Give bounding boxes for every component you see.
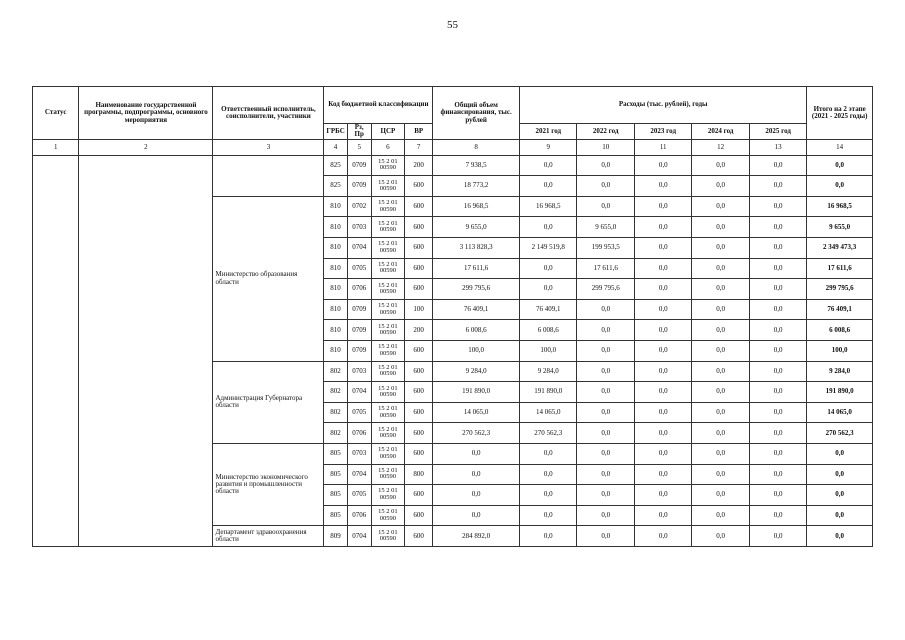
y2024-cell: 0,0 bbox=[692, 258, 749, 279]
volume-cell: 14 065,0 bbox=[433, 402, 520, 423]
volume-cell: 0,0 bbox=[433, 444, 520, 465]
y2024-cell: 0,0 bbox=[692, 423, 749, 444]
y2025-cell: 0,0 bbox=[749, 382, 806, 403]
vr-cell: 600 bbox=[405, 258, 433, 279]
csr-cell: 15 2 01 00590 bbox=[371, 217, 404, 238]
rzpr-cell: 0704 bbox=[347, 382, 371, 403]
y2025-cell: 0,0 bbox=[749, 361, 806, 382]
y2024-cell: 0,0 bbox=[692, 485, 749, 506]
column-number: 8 bbox=[433, 139, 520, 155]
total-cell: 0,0 bbox=[807, 176, 873, 197]
column-number: 6 bbox=[371, 139, 404, 155]
volume-cell: 191 890,0 bbox=[433, 382, 520, 403]
executor-cell: Администрация Губернатора области bbox=[213, 361, 324, 443]
y2024-cell: 0,0 bbox=[692, 155, 749, 176]
vr-cell: 600 bbox=[405, 402, 433, 423]
column-number: 2 bbox=[79, 139, 213, 155]
rzpr-cell: 0706 bbox=[347, 423, 371, 444]
y2023-cell: 0,0 bbox=[634, 526, 691, 547]
vr-cell: 600 bbox=[405, 341, 433, 362]
volume-cell: 270 562,3 bbox=[433, 423, 520, 444]
csr-cell: 15 2 01 00590 bbox=[371, 526, 404, 547]
y2023-cell: 0,0 bbox=[634, 402, 691, 423]
y2023-cell: 0,0 bbox=[634, 505, 691, 526]
y2023-cell: 0,0 bbox=[634, 444, 691, 465]
volume-cell: 0,0 bbox=[433, 505, 520, 526]
rzpr-cell: 0709 bbox=[347, 176, 371, 197]
header-csr: ЦСР bbox=[371, 124, 404, 140]
y2025-cell: 0,0 bbox=[749, 155, 806, 176]
rzpr-cell: 0703 bbox=[347, 217, 371, 238]
page-number: 55 bbox=[447, 19, 458, 31]
y2021-cell: 270 562,3 bbox=[520, 423, 577, 444]
volume-cell: 3 113 828,3 bbox=[433, 238, 520, 259]
y2025-cell: 0,0 bbox=[749, 258, 806, 279]
y2023-cell: 0,0 bbox=[634, 423, 691, 444]
rzpr-cell: 0703 bbox=[347, 361, 371, 382]
rzpr-cell: 0702 bbox=[347, 196, 371, 217]
grbs-cell: 810 bbox=[324, 341, 347, 362]
y2025-cell: 0,0 bbox=[749, 444, 806, 465]
column-number: 5 bbox=[347, 139, 371, 155]
grbs-cell: 810 bbox=[324, 299, 347, 320]
header-2025: 2025 год bbox=[749, 124, 806, 140]
total-cell: 0,0 bbox=[807, 526, 873, 547]
rzpr-cell: 0706 bbox=[347, 505, 371, 526]
y2021-cell: 0,0 bbox=[520, 505, 577, 526]
csr-cell: 15 2 01 00590 bbox=[371, 320, 404, 341]
column-number: 9 bbox=[520, 139, 577, 155]
rzpr-cell: 0709 bbox=[347, 155, 371, 176]
csr-cell: 15 2 01 00590 bbox=[371, 155, 404, 176]
executor-cell: Департамент здравоохранения области bbox=[213, 526, 324, 547]
vr-cell: 600 bbox=[405, 505, 433, 526]
y2025-cell: 0,0 bbox=[749, 196, 806, 217]
y2021-cell: 14 065,0 bbox=[520, 402, 577, 423]
csr-cell: 15 2 01 00590 bbox=[371, 444, 404, 465]
column-number: 11 bbox=[634, 139, 691, 155]
y2025-cell: 0,0 bbox=[749, 464, 806, 485]
volume-cell: 9 655,0 bbox=[433, 217, 520, 238]
y2025-cell: 0,0 bbox=[749, 217, 806, 238]
csr-cell: 15 2 01 00590 bbox=[371, 279, 404, 300]
executor-cell: Министерство экономического развития и промышленности области bbox=[213, 444, 324, 526]
vr-cell: 600 bbox=[405, 444, 433, 465]
total-cell: 0,0 bbox=[807, 464, 873, 485]
csr-cell: 15 2 01 00590 bbox=[371, 176, 404, 197]
y2023-cell: 0,0 bbox=[634, 361, 691, 382]
rzpr-cell: 0705 bbox=[347, 402, 371, 423]
header-vr: ВР bbox=[405, 124, 433, 140]
y2025-cell: 0,0 bbox=[749, 279, 806, 300]
csr-cell: 15 2 01 00590 bbox=[371, 238, 404, 259]
volume-cell: 284 892,0 bbox=[433, 526, 520, 547]
header-executor: Ответственный исполнитель, соисполнители, участники bbox=[213, 87, 324, 140]
grbs-cell: 805 bbox=[324, 444, 347, 465]
grbs-cell: 802 bbox=[324, 382, 347, 403]
y2023-cell: 0,0 bbox=[634, 464, 691, 485]
grbs-cell: 810 bbox=[324, 217, 347, 238]
column-number: 13 bbox=[749, 139, 806, 155]
y2022-cell: 0,0 bbox=[577, 361, 634, 382]
volume-cell: 7 938,5 bbox=[433, 155, 520, 176]
y2021-cell: 0,0 bbox=[520, 176, 577, 197]
y2022-cell: 17 611,6 bbox=[577, 258, 634, 279]
y2021-cell: 0,0 bbox=[520, 526, 577, 547]
y2024-cell: 0,0 bbox=[692, 341, 749, 362]
header-grbs: ГРБС bbox=[324, 124, 347, 140]
y2022-cell: 0,0 bbox=[577, 341, 634, 362]
grbs-cell: 825 bbox=[324, 176, 347, 197]
header-2023: 2023 год bbox=[634, 124, 691, 140]
column-number: 14 bbox=[807, 139, 873, 155]
y2021-cell: 0,0 bbox=[520, 217, 577, 238]
vr-cell: 600 bbox=[405, 361, 433, 382]
y2025-cell: 0,0 bbox=[749, 402, 806, 423]
grbs-cell: 810 bbox=[324, 258, 347, 279]
rzpr-cell: 0709 bbox=[347, 320, 371, 341]
grbs-cell: 802 bbox=[324, 361, 347, 382]
y2025-cell: 0,0 bbox=[749, 485, 806, 506]
csr-cell: 15 2 01 00590 bbox=[371, 423, 404, 444]
y2023-cell: 0,0 bbox=[634, 341, 691, 362]
y2022-cell: 0,0 bbox=[577, 155, 634, 176]
y2021-cell: 0,0 bbox=[520, 444, 577, 465]
y2025-cell: 0,0 bbox=[749, 299, 806, 320]
y2021-cell: 191 890,0 bbox=[520, 382, 577, 403]
y2021-cell: 100,0 bbox=[520, 341, 577, 362]
csr-cell: 15 2 01 00590 bbox=[371, 258, 404, 279]
y2024-cell: 0,0 bbox=[692, 196, 749, 217]
grbs-cell: 810 bbox=[324, 279, 347, 300]
y2024-cell: 0,0 bbox=[692, 444, 749, 465]
rzpr-cell: 0704 bbox=[347, 238, 371, 259]
y2021-cell: 0,0 bbox=[520, 279, 577, 300]
header-status: Статус bbox=[33, 87, 79, 140]
y2025-cell: 0,0 bbox=[749, 176, 806, 197]
volume-cell: 76 409,1 bbox=[433, 299, 520, 320]
total-cell: 100,0 bbox=[807, 341, 873, 362]
y2021-cell: 76 409,1 bbox=[520, 299, 577, 320]
y2021-cell: 6 008,6 bbox=[520, 320, 577, 341]
y2024-cell: 0,0 bbox=[692, 361, 749, 382]
column-number: 12 bbox=[692, 139, 749, 155]
y2024-cell: 0,0 bbox=[692, 238, 749, 259]
y2024-cell: 0,0 bbox=[692, 217, 749, 238]
volume-cell: 9 284,0 bbox=[433, 361, 520, 382]
column-number: 7 bbox=[405, 139, 433, 155]
y2022-cell: 0,0 bbox=[577, 423, 634, 444]
total-cell: 0,0 bbox=[807, 485, 873, 506]
y2024-cell: 0,0 bbox=[692, 382, 749, 403]
y2023-cell: 0,0 bbox=[634, 485, 691, 506]
grbs-cell: 802 bbox=[324, 423, 347, 444]
csr-cell: 15 2 01 00590 bbox=[371, 464, 404, 485]
vr-cell: 800 bbox=[405, 464, 433, 485]
y2025-cell: 0,0 bbox=[749, 526, 806, 547]
csr-cell: 15 2 01 00590 bbox=[371, 505, 404, 526]
name-cell bbox=[79, 155, 213, 546]
y2023-cell: 0,0 bbox=[634, 320, 691, 341]
y2024-cell: 0,0 bbox=[692, 299, 749, 320]
grbs-cell: 805 bbox=[324, 464, 347, 485]
vr-cell: 600 bbox=[405, 382, 433, 403]
y2022-cell: 299 795,6 bbox=[577, 279, 634, 300]
total-cell: 191 890,0 bbox=[807, 382, 873, 403]
volume-cell: 6 008,6 bbox=[433, 320, 520, 341]
csr-cell: 15 2 01 00590 bbox=[371, 196, 404, 217]
y2024-cell: 0,0 bbox=[692, 505, 749, 526]
csr-cell: 15 2 01 00590 bbox=[371, 299, 404, 320]
y2022-cell: 0,0 bbox=[577, 464, 634, 485]
y2022-cell: 0,0 bbox=[577, 176, 634, 197]
executor-cell: Министерство образования области bbox=[213, 196, 324, 361]
vr-cell: 600 bbox=[405, 485, 433, 506]
y2024-cell: 0,0 bbox=[692, 176, 749, 197]
csr-cell: 15 2 01 00590 bbox=[371, 382, 404, 403]
y2022-cell: 0,0 bbox=[577, 485, 634, 506]
y2021-cell: 0,0 bbox=[520, 485, 577, 506]
total-cell: 2 349 473,3 bbox=[807, 238, 873, 259]
csr-cell: 15 2 01 00590 bbox=[371, 485, 404, 506]
total-cell: 0,0 bbox=[807, 444, 873, 465]
header-budget-code: Код бюджетной классификации bbox=[324, 87, 433, 124]
total-cell: 0,0 bbox=[807, 505, 873, 526]
total-cell: 17 611,6 bbox=[807, 258, 873, 279]
header-rzpr: Рз, Пр bbox=[347, 124, 371, 140]
y2022-cell: 199 953,5 bbox=[577, 238, 634, 259]
y2024-cell: 0,0 bbox=[692, 320, 749, 341]
header-2022: 2022 год bbox=[577, 124, 634, 140]
vr-cell: 600 bbox=[405, 238, 433, 259]
y2022-cell: 0,0 bbox=[577, 444, 634, 465]
grbs-cell: 810 bbox=[324, 238, 347, 259]
rzpr-cell: 0704 bbox=[347, 526, 371, 547]
y2024-cell: 0,0 bbox=[692, 402, 749, 423]
total-cell: 6 008,6 bbox=[807, 320, 873, 341]
y2025-cell: 0,0 bbox=[749, 505, 806, 526]
total-cell: 299 795,6 bbox=[807, 279, 873, 300]
vr-cell: 600 bbox=[405, 196, 433, 217]
column-number: 10 bbox=[577, 139, 634, 155]
vr-cell: 100 bbox=[405, 299, 433, 320]
financing-table bbox=[32, 86, 873, 547]
y2021-cell: 0,0 bbox=[520, 155, 577, 176]
y2023-cell: 0,0 bbox=[634, 196, 691, 217]
volume-cell: 0,0 bbox=[433, 485, 520, 506]
grbs-cell: 809 bbox=[324, 526, 347, 547]
y2022-cell: 0,0 bbox=[577, 299, 634, 320]
status-cell bbox=[33, 155, 79, 546]
column-number: 4 bbox=[324, 139, 347, 155]
column-number: 3 bbox=[213, 139, 324, 155]
total-cell: 76 409,1 bbox=[807, 299, 873, 320]
y2022-cell: 9 655,0 bbox=[577, 217, 634, 238]
executor-cell bbox=[213, 155, 324, 196]
rzpr-cell: 0705 bbox=[347, 258, 371, 279]
total-cell: 0,0 bbox=[807, 155, 873, 176]
volume-cell: 16 968,5 bbox=[433, 196, 520, 217]
y2024-cell: 0,0 bbox=[692, 526, 749, 547]
y2024-cell: 0,0 bbox=[692, 464, 749, 485]
vr-cell: 600 bbox=[405, 279, 433, 300]
total-cell: 9 284,0 bbox=[807, 361, 873, 382]
header-name: Наименование государственной программы, подпрограммы, основного мероприятия bbox=[79, 87, 213, 140]
y2024-cell: 0,0 bbox=[692, 279, 749, 300]
y2023-cell: 0,0 bbox=[634, 176, 691, 197]
grbs-cell: 805 bbox=[324, 505, 347, 526]
rzpr-cell: 0709 bbox=[347, 299, 371, 320]
y2025-cell: 0,0 bbox=[749, 320, 806, 341]
grbs-cell: 810 bbox=[324, 320, 347, 341]
vr-cell: 600 bbox=[405, 176, 433, 197]
y2022-cell: 0,0 bbox=[577, 505, 634, 526]
total-cell: 270 562,3 bbox=[807, 423, 873, 444]
y2021-cell: 0,0 bbox=[520, 464, 577, 485]
header-2024: 2024 год bbox=[692, 124, 749, 140]
grbs-cell: 825 bbox=[324, 155, 347, 176]
vr-cell: 600 bbox=[405, 423, 433, 444]
y2022-cell: 0,0 bbox=[577, 320, 634, 341]
vr-cell: 600 bbox=[405, 217, 433, 238]
grbs-cell: 805 bbox=[324, 485, 347, 506]
y2023-cell: 0,0 bbox=[634, 155, 691, 176]
column-number-row bbox=[33, 139, 873, 155]
y2022-cell: 0,0 bbox=[577, 402, 634, 423]
y2023-cell: 0,0 bbox=[634, 299, 691, 320]
table-body bbox=[33, 155, 873, 546]
table-row bbox=[33, 155, 873, 176]
volume-cell: 100,0 bbox=[433, 341, 520, 362]
total-cell: 14 065,0 bbox=[807, 402, 873, 423]
header-total-stage: Итого на 2 этапе (2021 - 2025 годы) bbox=[807, 87, 873, 140]
column-number: 1 bbox=[33, 139, 79, 155]
grbs-cell: 802 bbox=[324, 402, 347, 423]
vr-cell: 200 bbox=[405, 155, 433, 176]
y2022-cell: 0,0 bbox=[577, 382, 634, 403]
total-cell: 16 968,5 bbox=[807, 196, 873, 217]
rzpr-cell: 0704 bbox=[347, 464, 371, 485]
csr-cell: 15 2 01 00590 bbox=[371, 341, 404, 362]
volume-cell: 17 611,6 bbox=[433, 258, 520, 279]
rzpr-cell: 0706 bbox=[347, 279, 371, 300]
header-expenses: Расходы (тыс. рублей), годы bbox=[520, 87, 807, 124]
rzpr-cell: 0705 bbox=[347, 485, 371, 506]
y2023-cell: 0,0 bbox=[634, 258, 691, 279]
csr-cell: 15 2 01 00590 bbox=[371, 361, 404, 382]
rzpr-cell: 0703 bbox=[347, 444, 371, 465]
y2022-cell: 0,0 bbox=[577, 196, 634, 217]
y2025-cell: 0,0 bbox=[749, 238, 806, 259]
volume-cell: 18 773,2 bbox=[433, 176, 520, 197]
y2021-cell: 0,0 bbox=[520, 258, 577, 279]
header-2021: 2021 год bbox=[520, 124, 577, 140]
volume-cell: 299 795,6 bbox=[433, 279, 520, 300]
vr-cell: 600 bbox=[405, 526, 433, 547]
y2021-cell: 2 149 519,8 bbox=[520, 238, 577, 259]
y2022-cell: 0,0 bbox=[577, 526, 634, 547]
volume-cell: 0,0 bbox=[433, 464, 520, 485]
y2023-cell: 0,0 bbox=[634, 382, 691, 403]
total-cell: 9 655,0 bbox=[807, 217, 873, 238]
vr-cell: 200 bbox=[405, 320, 433, 341]
header-total-volume: Общий объем финансирования, тыс. рублей bbox=[433, 87, 520, 140]
y2021-cell: 16 968,5 bbox=[520, 196, 577, 217]
y2023-cell: 0,0 bbox=[634, 279, 691, 300]
y2023-cell: 0,0 bbox=[634, 217, 691, 238]
y2025-cell: 0,0 bbox=[749, 341, 806, 362]
rzpr-cell: 0709 bbox=[347, 341, 371, 362]
y2023-cell: 0,0 bbox=[634, 238, 691, 259]
y2025-cell: 0,0 bbox=[749, 423, 806, 444]
csr-cell: 15 2 01 00590 bbox=[371, 402, 404, 423]
y2021-cell: 9 284,0 bbox=[520, 361, 577, 382]
grbs-cell: 810 bbox=[324, 196, 347, 217]
